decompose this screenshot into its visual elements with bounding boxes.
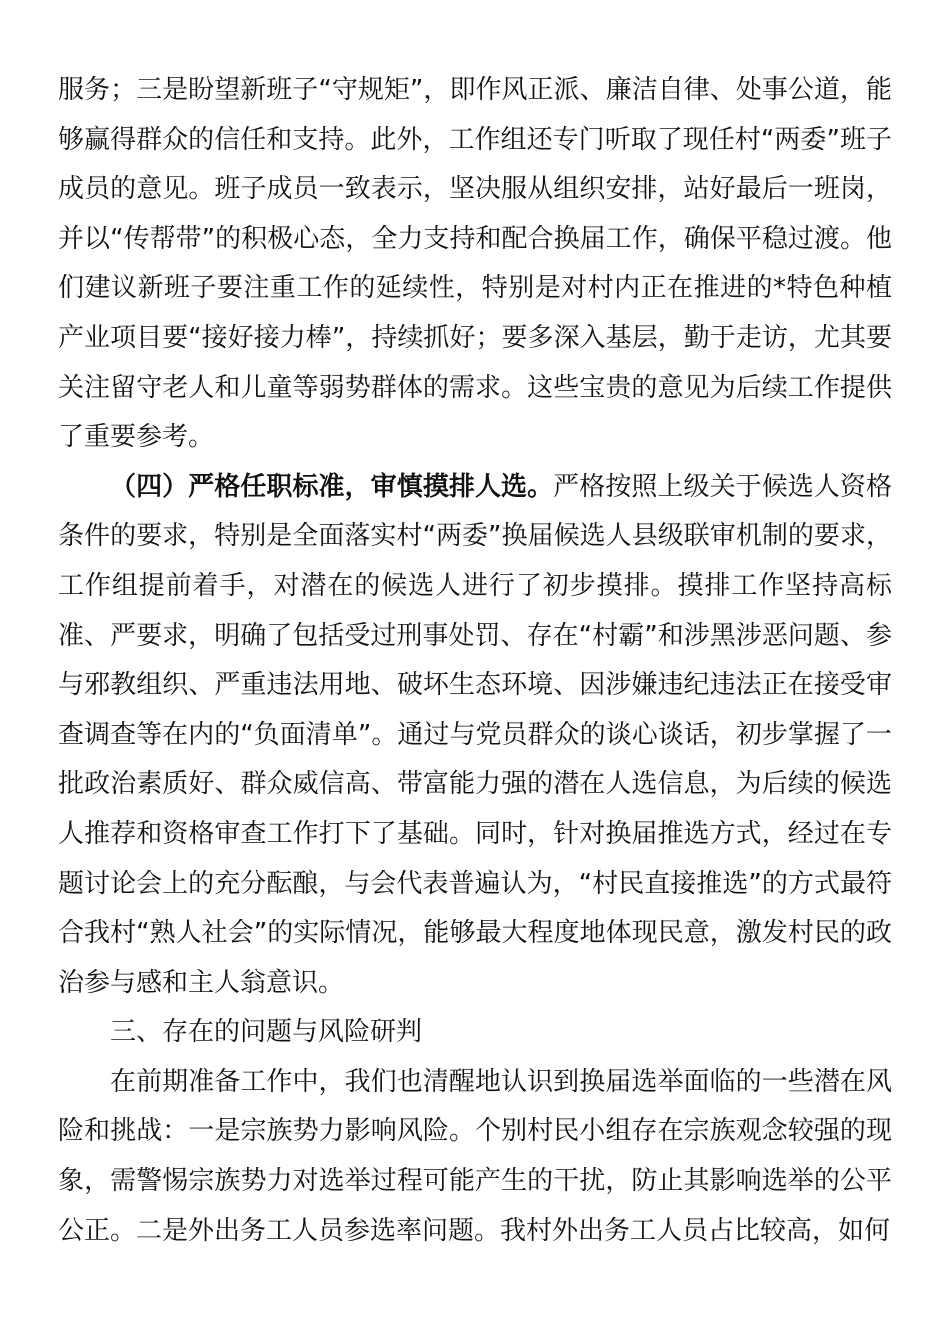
paragraph-candidate-screening — [58, 463, 892, 1009]
document-body — [58, 66, 892, 1256]
paragraph-opinions-summary: 服务；三是盼望新班子“守规矩”，即作风正派、廉洁自律、处事公道，能够赢得群众的信任和支持。此外，工作组还专门听取了现任村“两委”班子成员的意见。班子成员一致表示，坚决服从组织安排，站好最后一班岗，并以“传帮带”的积极心态，全力支持和配合换届工作，确保平稳过渡。他们建议新班子要注重工作的延续性，特别是对村内正在推进的*特色种植产业项目要“接好接力棒”，持续抓好；要多深入基层，勤于走访，尤其要关注留守老人和儿童等弱势群体的需求。这些宝贵的意见为后续工作提供了重要参考。 — [58, 75, 892, 453]
paragraph-candidate-screening-text: 严格按照上级关于候选人资格条件的要求，特别是全面落实村“两委”换届候选人县级联审机制的要求，工作组提前着手，对潜在的候选人进行了初步摸排。摸排工作坚持高标准、严要求，明确了包括受过刑事处罚、存在“村霸”和涉黑涉恶问题、参与邪教组织、严重违法用地、破坏生态环境、因涉嫌违纪违法正在接受审查调查等在内的“负面清单”。通过与党员群众的谈心谈话，初步掌握了一批政治素质好、群众威信高、带富能力强的潜在人选信息，为后续的候选人推荐和资格审查工作打下了基础。同时，针对换届推选方式，经过在专题讨论会上的充分酝酿，与会代表普遍认为，“村民直接推选”的方式最符合我村“熟人社会”的实际情况，能够最大程度地体现民意，激发村民的政治参与感和主人翁意识。 — [58, 471, 892, 998]
subsection-heading-4: （四）严格任职标准，审慎摸排人选。 — [110, 471, 554, 502]
paragraph-risks: 在前期准备工作中，我们也清醒地认识到换届选举面临的一些潜在风险和挑战：一是宗族势力影响风险。个别村民小组存在宗族观念较强的现象，需警惕宗族势力对选举过程可能产生的干扰，防止其影响选举的公平公正。二是外出务工人员参选率问题。我村外出务工人员占比较高，如何 — [58, 1066, 892, 1246]
section-heading-3: 三、存在的问题与风险研判 — [110, 1017, 423, 1048]
